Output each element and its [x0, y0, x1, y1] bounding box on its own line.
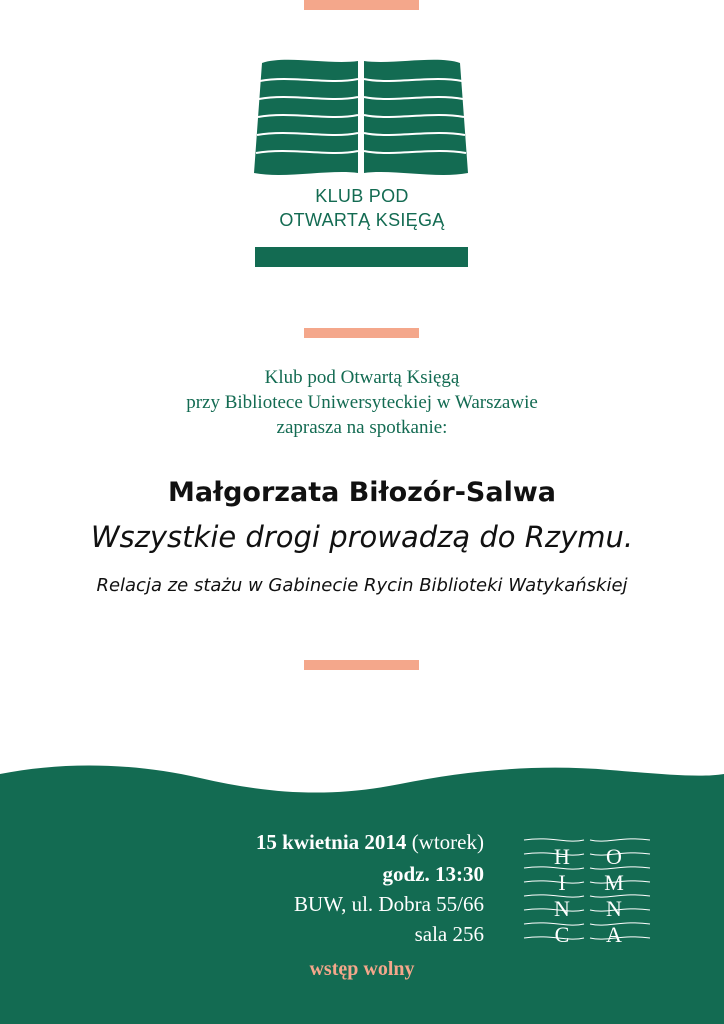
open-book-icon — [240, 55, 484, 270]
motto-letter: M — [604, 870, 624, 895]
motto-letter: A — [606, 922, 622, 947]
event-room: sala 256 — [414, 922, 484, 946]
motto-graphic — [522, 832, 652, 952]
logo-text-line1: KLUB POD — [315, 186, 409, 206]
lower-accent-bar — [304, 660, 419, 670]
motto-letter: O — [606, 844, 622, 869]
motto-letter: N — [554, 896, 570, 921]
free-entry-label: wstęp wolny — [309, 958, 415, 980]
lecture-subtitle: Relacja ze stażu w Gabinecie Rycin Biblioteki Watykańskiej — [96, 575, 628, 596]
event-date: 15 kwietnia 2014 — [255, 830, 407, 854]
speaker-name: Małgorzata Biłozór-Salwa — [167, 477, 557, 508]
top-accent-bar — [304, 0, 419, 10]
event-time-text: godz. 13:30 — [382, 862, 484, 886]
middle-accent-bar — [304, 328, 419, 338]
intro-line-2: przy Bibliotece Uniwersyteckiej w Warszawie — [186, 392, 538, 413]
motto-letter: N — [606, 896, 622, 921]
lecture-title: Wszystkie drogi prowadzą do Rzymu. — [90, 520, 634, 554]
intro-line-3: zaprasza na spotkanie: — [276, 417, 448, 438]
motto-letter: H — [554, 844, 570, 869]
event-weekday: (wtorek) — [411, 830, 484, 854]
motto-letter: I — [558, 870, 566, 895]
logo-text-line2: OTWARTĄ KSIĘGĄ — [279, 210, 445, 230]
event-time — [383, 862, 485, 887]
intro-line-1: Klub pod Otwartą Księgą — [264, 367, 460, 388]
event-address: BUW, ul. Dobra 55/66 — [294, 892, 484, 916]
motto-letter: C — [554, 922, 570, 947]
event-date-line — [256, 830, 484, 855]
